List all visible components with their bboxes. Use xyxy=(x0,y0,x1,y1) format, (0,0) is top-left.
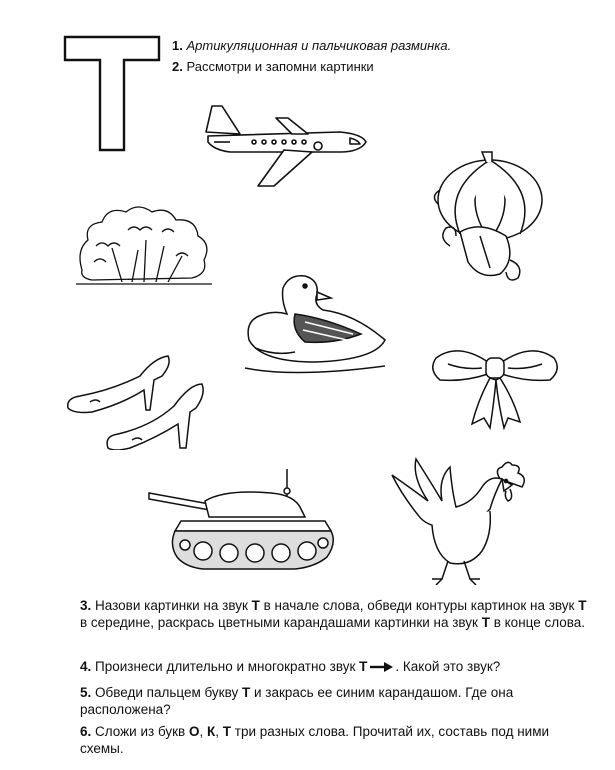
bow-picture xyxy=(428,340,563,430)
instruction-1: 1. Артикуляционная и пальчиковая разминка. xyxy=(172,38,452,53)
rooster-picture xyxy=(372,455,537,585)
pumpkin-picture xyxy=(420,150,550,290)
task-4: 4. Произнеси длительно и многократно звук Т . Какой это звук? xyxy=(80,659,501,674)
shoes-picture xyxy=(62,350,212,450)
task-6: 6. Сложи из букв О, К, Т три разных слова. Прочитай их, составь под ними схемы. xyxy=(80,724,550,756)
task-5: 5. Обведи пальцем букву Т и закрась ее синим карандашом. Где она расположена? xyxy=(80,685,514,717)
letter-t-outline xyxy=(62,34,162,154)
arrow-right-icon xyxy=(369,662,393,672)
bush-picture xyxy=(72,200,217,290)
airplane-picture xyxy=(200,100,370,190)
task-3: 3. Назови картинки на звук Т в начале слова, обведи контуры картинок на звук Т в середине, раскрась цветными карандашами картинки на звук Т в конце слова. xyxy=(80,598,587,630)
instruction-2: 2. Рассмотри и запомни картинки xyxy=(172,59,374,74)
duck-picture xyxy=(235,270,400,380)
tank-picture xyxy=(145,465,340,580)
